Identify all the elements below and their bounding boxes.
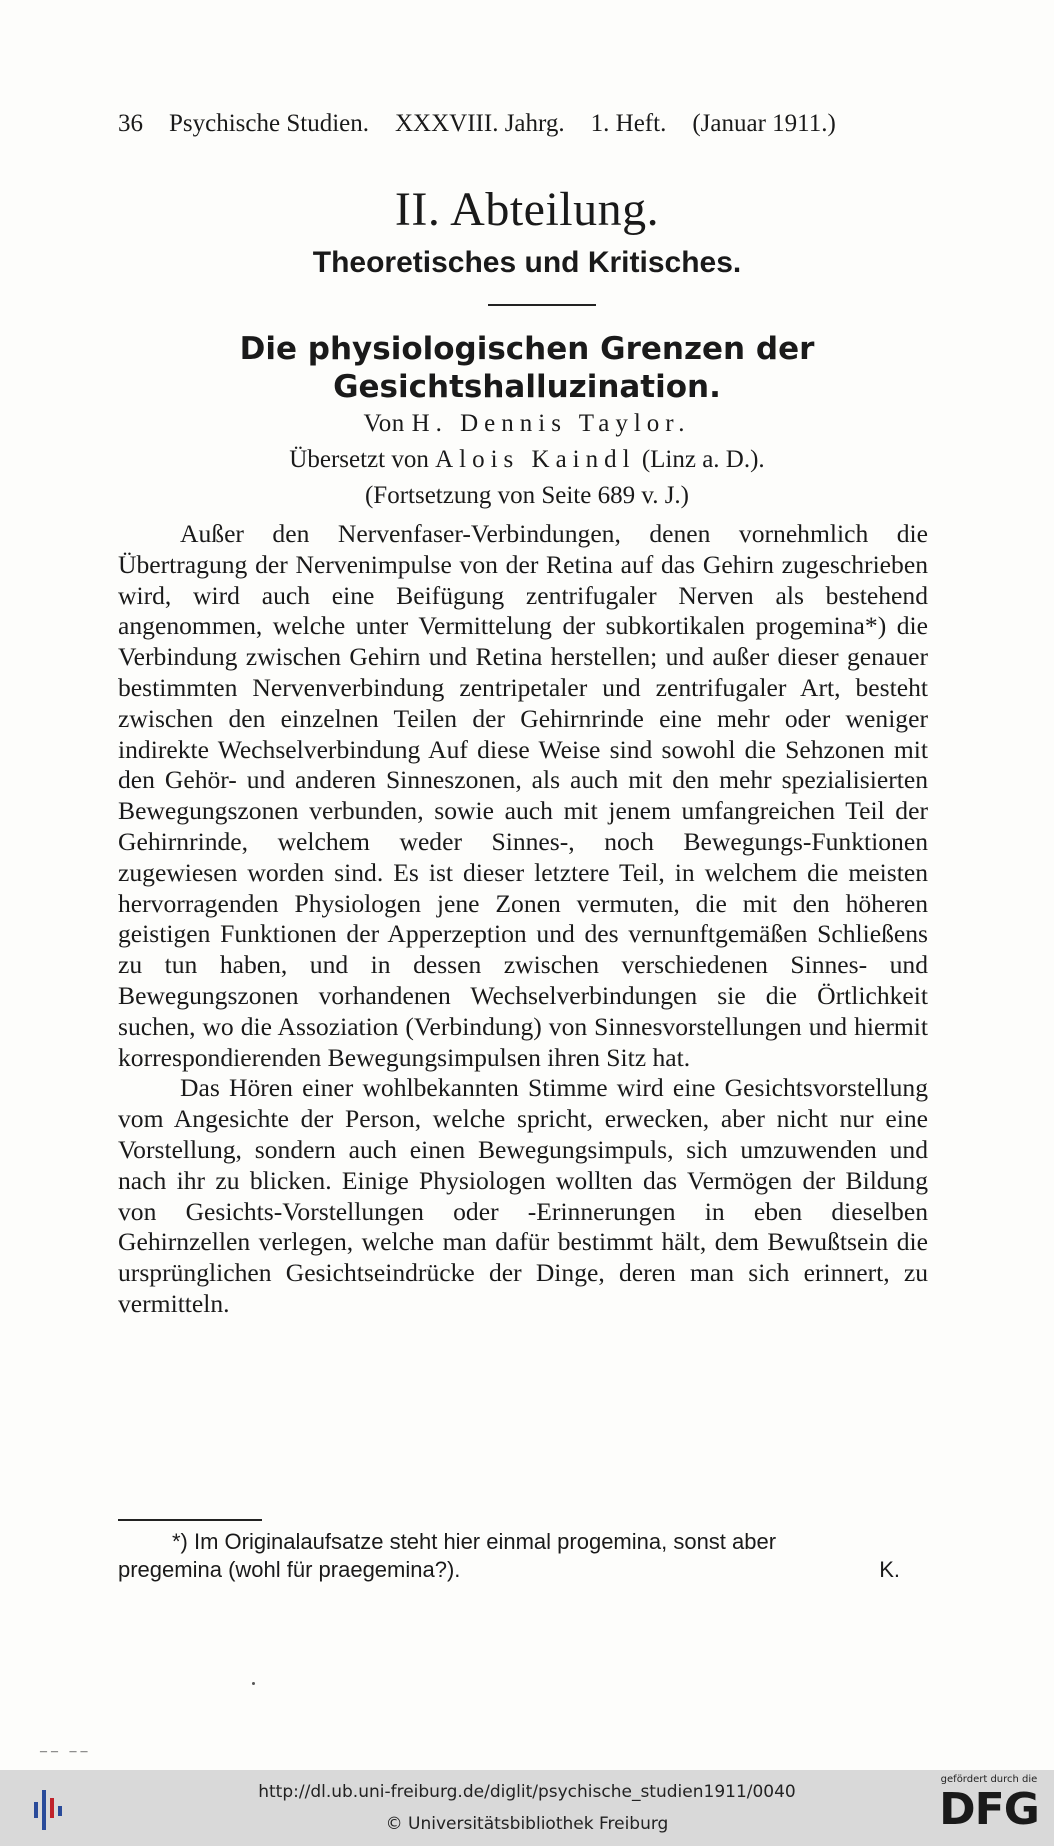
translator-name: Alois Kaindl — [435, 446, 636, 473]
section-subtitle: Theoretisches und Kritisches. — [312, 246, 742, 279]
issue-date: (Januar 1911.) — [692, 110, 836, 137]
footnote-line2-row — [118, 1556, 928, 1584]
footnote-line2: pregemina (wohl für praegemina?). — [118, 1557, 461, 1582]
journal-name: Psychische Studien. — [169, 110, 369, 137]
scan-artifact: –– –– — [40, 1744, 92, 1759]
viewer-footer — [0, 1770, 1054, 1846]
article-title-line2: Gesichtshalluzination. — [333, 369, 721, 405]
footnote-line1: *) Im Originalaufsatze steht hier einmal progemina, sonst aber — [172, 1529, 777, 1554]
running-header — [118, 110, 938, 138]
translator-location: (Linz a. D.). — [641, 446, 765, 473]
scan-speck — [252, 1682, 255, 1685]
article-title-line1: Die physiologischen Grenzen der — [239, 331, 815, 367]
continuation-note: (Fortsetzung von Seite 689 v. J.) — [364, 482, 690, 509]
dfg-logo — [928, 1774, 1050, 1844]
section-title: II. Abteilung. — [394, 183, 660, 236]
dfg-wordmark: DFG — [939, 1784, 1039, 1835]
volume: XXXVIII. Jahrg. — [395, 110, 565, 137]
copyright: © Universitätsbibliothek Freiburg — [385, 1814, 669, 1834]
author-line — [0, 410, 1054, 438]
footnote — [118, 1528, 928, 1584]
translator-prefix: Übersetzt von — [289, 446, 429, 473]
translator-line — [0, 446, 1054, 474]
section-divider — [488, 304, 596, 306]
paragraph: Das Hören einer wohlbekannten Stimme wird eine Gesichtsvorstellung vom Angesichte der Person, welche spricht, erwecken, aber nicht nur eine Vorstellung, sondern auch einen Bewegungsimpuls, sich umzuwenden und nach ihr zu blicken. Einige Physiologen wollten das Vermögen der Bildung von Gesichts-Vorstellungen oder -Erinnerungen in eben dieselben Gehirnzellen verlegen, welche man dafür bestimmt hält, dem Bewußtsein die ursprünglichen Gesichtseindrücke der Dinge, deren man sich erinnert, zu vermitteln. — [118, 1073, 928, 1318]
author-prefix: Von — [363, 410, 405, 437]
article-body — [118, 519, 928, 1320]
author-name: H. Dennis Taylor. — [411, 410, 691, 437]
paragraph: Außer den Nervenfaser-Verbindungen, denen vornehmlich die Übertragung der Nervenimpulse von der Retina auf das Gehirn zugeschrieben wird, wird auch eine Beifügung zentrifugaler Nerven als bestehend angenommen, welche unter Vermittelung der subkortikalen progemina*) die Verbindung zwischen Gehirn und Retina herstellen; und außer dieser genauer bestimmten Nervenverbindung zentripetaler und zentrifugaler Art, besteht zwischen den einzelnen Teilen der Gehirnrinde eine mehr oder weniger indirekte Wechselverbindung Auf diese Weise sind sowohl die Sehzonen mit den Gehör- und anderen Sinneszonen, als auch mit den mehr spezialisierten Bewegungszonen verbunden, sowie auch mit jenem umfangreichen Teil der Gehirnrinde, welchem weder Sinnes-, noch Bewegungs-Funktionen zugewiesen worden sind. Es ist dieser letztere Teil, in welchem die meisten hervorragenden Physiologen jene Zonen vermuten, die mit den höheren geistigen Funktionen der Apperzeption und des vernunftgemäßen Schließens zu tun haben, und in dessen zwischen verschiedenen Sinnes- und Bewegungszonen vorhandenen Wechselverbindungen sie die Örtlichkeit suchen, wo die Assoziation (Verbindung) von Sinnesvorstellungen und hiermit korrespondierenden Bewegungsimpulsen ihren Sitz hat. — [118, 519, 928, 1072]
permalink[interactable]: http://dl.ub.uni-freiburg.de/diglit/psychische_studien1911/0040 — [258, 1782, 796, 1802]
issue: 1. Heft. — [590, 110, 667, 137]
footnote-divider — [118, 1519, 262, 1521]
footnote-signature: K. — [879, 1557, 900, 1582]
dfg-tagline: gefördert durch die — [940, 1774, 1038, 1785]
page-number: 36 — [118, 110, 143, 137]
